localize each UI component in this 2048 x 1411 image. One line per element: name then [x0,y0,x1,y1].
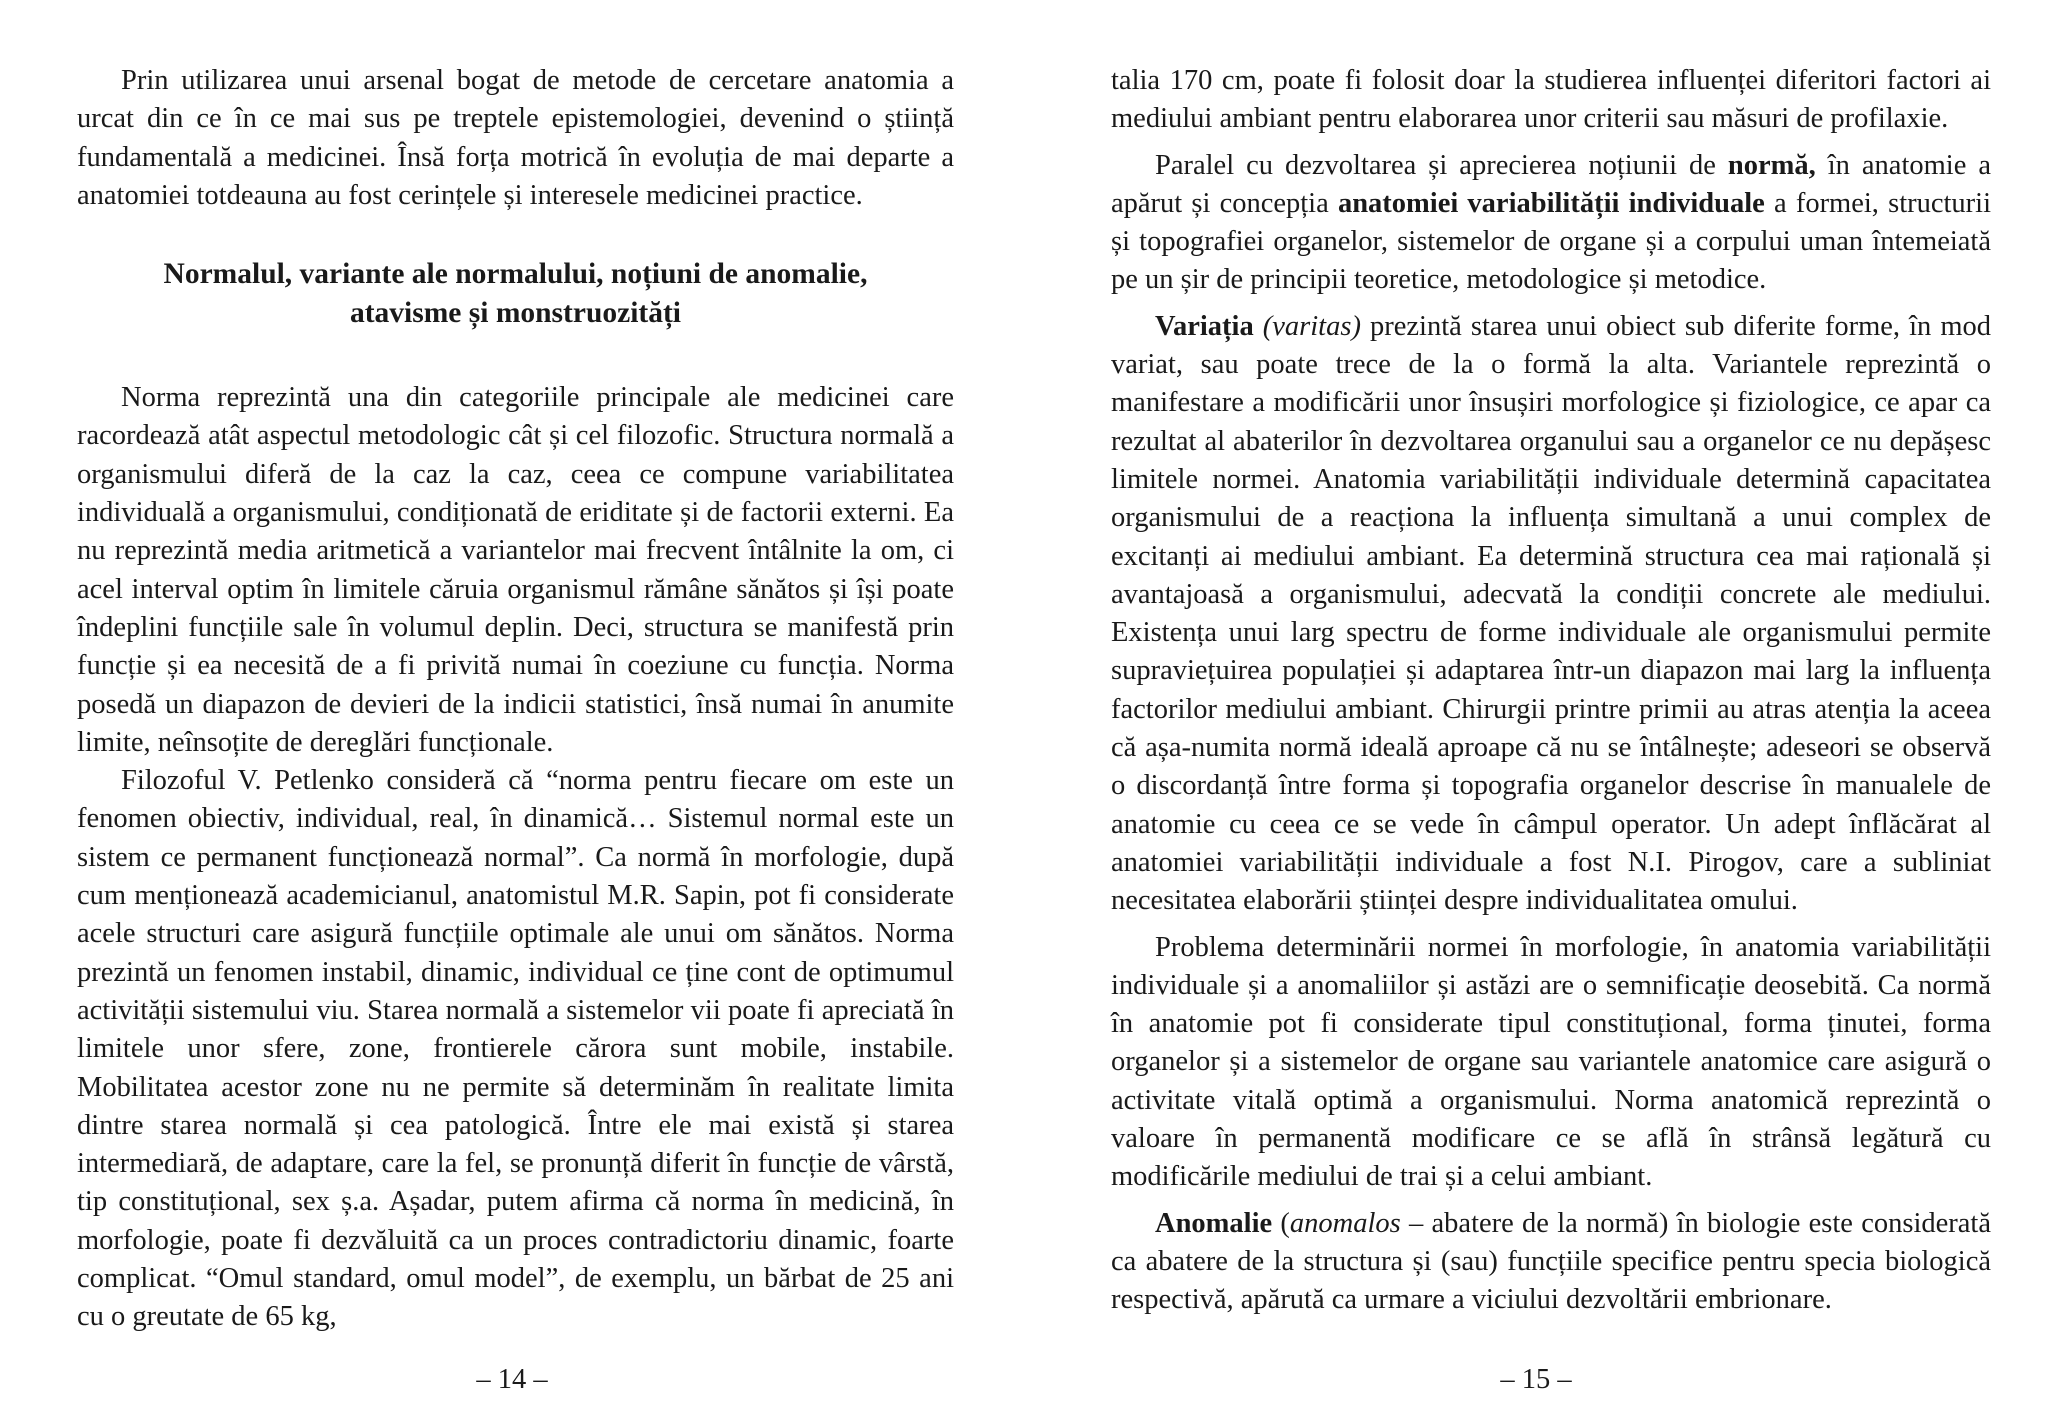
section-heading [77,255,954,333]
paragraph: Prin utilizarea unui arsenal bogat de metode de cercetare anatomia a urcat din ce în ce mai sus pe treptele epistemologiei, devenind o știință fundamentală a medicinei. Însă forța motrică în evoluția de mai departe a anatomiei totdeauna au fost cerințele și interesele medicinei practice. [77,65,954,211]
bold-term: Variația [1155,310,1254,342]
italic-term: (varitas) [1262,310,1361,342]
text-run: în anatomie a apărut și concepția [1111,149,1991,219]
left-page-text [77,62,954,1337]
paragraph: talia 170 cm, poate fi folosit doar la studierea influenței diferitori factori ai mediului ambiant pentru elaborarea unor criterii sau măsuri de profilaxie. [1111,65,1991,135]
text-run: prezintă starea unui obiect sub diferite forme, în mod variat, sau poate trece de la o formă la alta. Variantele reprezintă o manifestare a modificării unor însușiri morfologice și fiziologice, ce apar ca rezultat al abaterilor în dezvoltarea organului sau a organelor ce nu depășesc limitele normei. Anatomia variabilității individuale determină capacitatea organismului de a reacționa la influența simultană a unui complex de excitanți ai mediului ambiant. Ea determină structura cea mai rațională și avantajoasă a organismului, adecvată la condiții concrete ale mediului. Existența unui larg spectru de forme individuale ale organismului permite supraviețuirea populației și adaptarea într-un diapazon mai larg la influența factorilor mediului ambiant. Chirurgii printre primii au atras atenția la aceea că așa-numita normă ideală aproape că nu se întâlnește; adeseori se observă o discordanță între forma și topografia organelor descrise în manualele de anatomie cu ceea ce se vede în câmpul operator. Un adept înflăcărat al anatomiei variabilității individuale a fost N.I. Pirogov, care a subliniat necesitatea elaborării științei despre individualitatea omului. [1111,310,1992,917]
bold-term: normă, [1727,149,1816,181]
bold-term: Anomalie [1155,1207,1273,1239]
page-number: – 15 – [1500,1364,1572,1395]
paragraph: Norma reprezintă una din categoriile principale ale medicinei care racordează atât aspectul metodologic cât și cel filozofic. Structura normală a organismului diferă de la caz la caz, ceea ce compune variabilitatea individuală a organismului, condiționată de eriditate și de factorii externi. Ea nu reprezintă media aritmetică a variantelor mai frecvent întâlnite la om, ci acel interval optim în limitele căruia organismul rămâne sănătos și își poate îndeplini funcțiile sale în volumul deplin. Deci, structura se manifestă prin funcție și ea necesită de a fi privită numai în coeziune cu funcția. Norma posedă un diapazon de devieri de la indicii statistici, însă numai în anumite limite, neînsoțite de dereglări funcționale. [77,382,954,758]
text-run: Paralel cu dezvoltarea și aprecierea noțiunii de [1155,149,1728,181]
paragraph [1111,147,1991,300]
bold-term: anatomiei variabilității individuale [1337,187,1765,219]
page-number: – 14 – [476,1364,548,1395]
text-run: a formei, structurii și topografiei organelor, sistemelor de organe și a corpului uman întemeiată pe un șir de principii teoretice, metodologice și metodice. [1111,187,1991,296]
heading-line: Normalul, variante ale normalului, noțiuni de anomalie, [163,258,868,291]
paragraph: Filozoful V. Petlenko consideră că “norma pentru fiecare om este un fenomen obiectiv, individual, real, în dinamică… Sistemul normal este un sistem ce permanent funcționează normal”. Ca normă în morfologie, după cum menționează academicianul, anatomistul M.R. Sapin, pot fi considerate acele structuri care asigură funcțiile optimale ale unui om sănătos. Norma prezintă un fenomen instabil, dinamic, individual ce ține cont de optimumul activității sistemului viu. Starea normală a sistemelor vii poate fi apreciată în limitele unor sfere, zone, frontierele cărora sunt mobile, instabile. Mobilitatea acestor zone nu ne permite să determinăm în realitate limita dintre starea normală și cea patologică. Între ele mai există și starea intermediară, de adaptare, care la fel, se pronunță diferit în funcție de vârstă, tip constituțional, sex ș.a. Așadar, putem afirma că norma în medicină, în morfologie, poate fi dezvăluită ca un proces contradictoriu dinamic, foarte complicat. “Omul standard, omul model”, de exemplu, un bărbat de 25 ani cu o greutate de 65 kg, [77,765,954,1333]
right-page-text [1111,62,1991,1320]
paragraph [1111,1205,1991,1320]
italic-term: anomalos [1289,1207,1401,1239]
text-run: – abatere de la normă) în biologie este considerată ca abatere de la structura și (sau) funcțiile specifice pentru specia biologică respectivă, apărută ca urmare a viciului dezvoltării embrionare. [1111,1207,1991,1316]
text-run: ( [1272,1207,1290,1239]
heading-line: atavisme și monstruozități [349,297,681,330]
paragraph: Problema determinării normei în morfologie, în anatomia variabilității individuale și a anomaliilor și astăzi are o semnificație deosebită. Ca normă în anatomie pot fi considerate tipul constituțional, forma ținutei, forma organelor și a sistemelor de organe sau variantele anatomice care asigură o activitate vitală optimă a organismului. Norma anatomică reprezintă o valoare în permanentă modificare ce se află în strânsă legătură cu modificările mediului de trai și a celui ambiant. [1111,931,1991,1193]
right-page [1024,0,2048,1411]
paragraph [1111,308,1991,921]
